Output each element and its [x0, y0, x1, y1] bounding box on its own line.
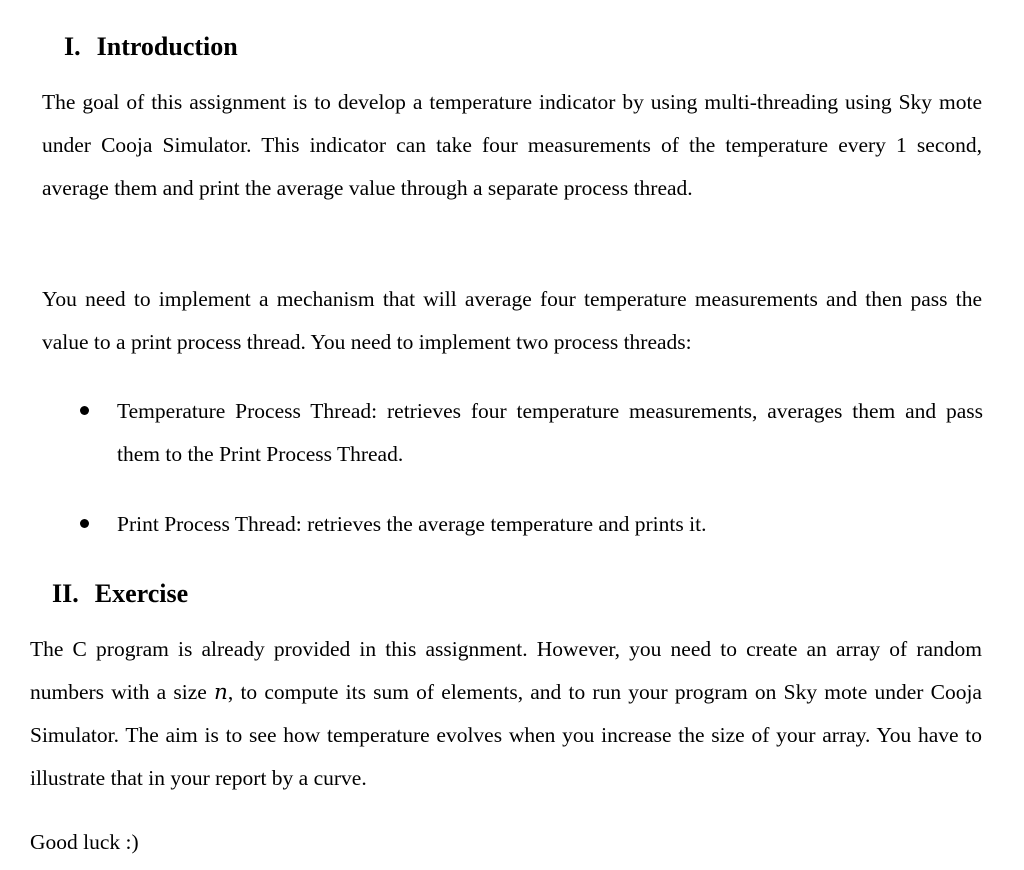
intro-paragraph-goal: The goal of this assignment is to develop a temperature indicator by using multi-threading using Sky mote under Cooja Simulator. This indicator can take four measurements of the temperature every 1 second, average them and print the average value through a separate process thread. — [42, 90, 982, 200]
exercise-paragraph — [30, 628, 982, 800]
size-variable: n — [214, 680, 228, 705]
exercise-text-part2: , to compute its sum of elements, and to run your program on Sky mote under Cooja Simulator. The aim is to see how temperature evolves when you increase the size of your array. You have to illustrate that in your report by a curve. — [30, 680, 982, 790]
bullet-item-print-thread — [80, 503, 984, 548]
closing-text: Good luck :) — [30, 830, 139, 854]
exercise-text-part1: The C program is already provided in this assignment. However, you need to create an array of random numbers with a size — [30, 637, 982, 704]
section-number: II. — [52, 579, 79, 608]
bullet-icon — [80, 519, 89, 528]
bullet-text: Print Process Thread: retrieves the average temperature and prints it. — [117, 512, 707, 536]
bullet-item-temperature-thread — [80, 390, 984, 480]
section-heading-exercise — [52, 579, 188, 609]
section-number: I. — [64, 32, 81, 61]
section-heading-introduction — [64, 32, 238, 62]
section-title: Exercise — [94, 579, 189, 608]
intro-paragraph-mechanism: You need to implement a mechanism that will average four temperature measurements and then pass the value to a print process thread. You need to implement two process threads: — [42, 287, 982, 354]
bullet-icon — [80, 406, 89, 415]
bullet-text: Temperature Process Thread: retrieves four temperature measurements, averages them and pass them to the Print Process Thread. — [117, 399, 983, 466]
section-title: Introduction — [96, 32, 238, 61]
